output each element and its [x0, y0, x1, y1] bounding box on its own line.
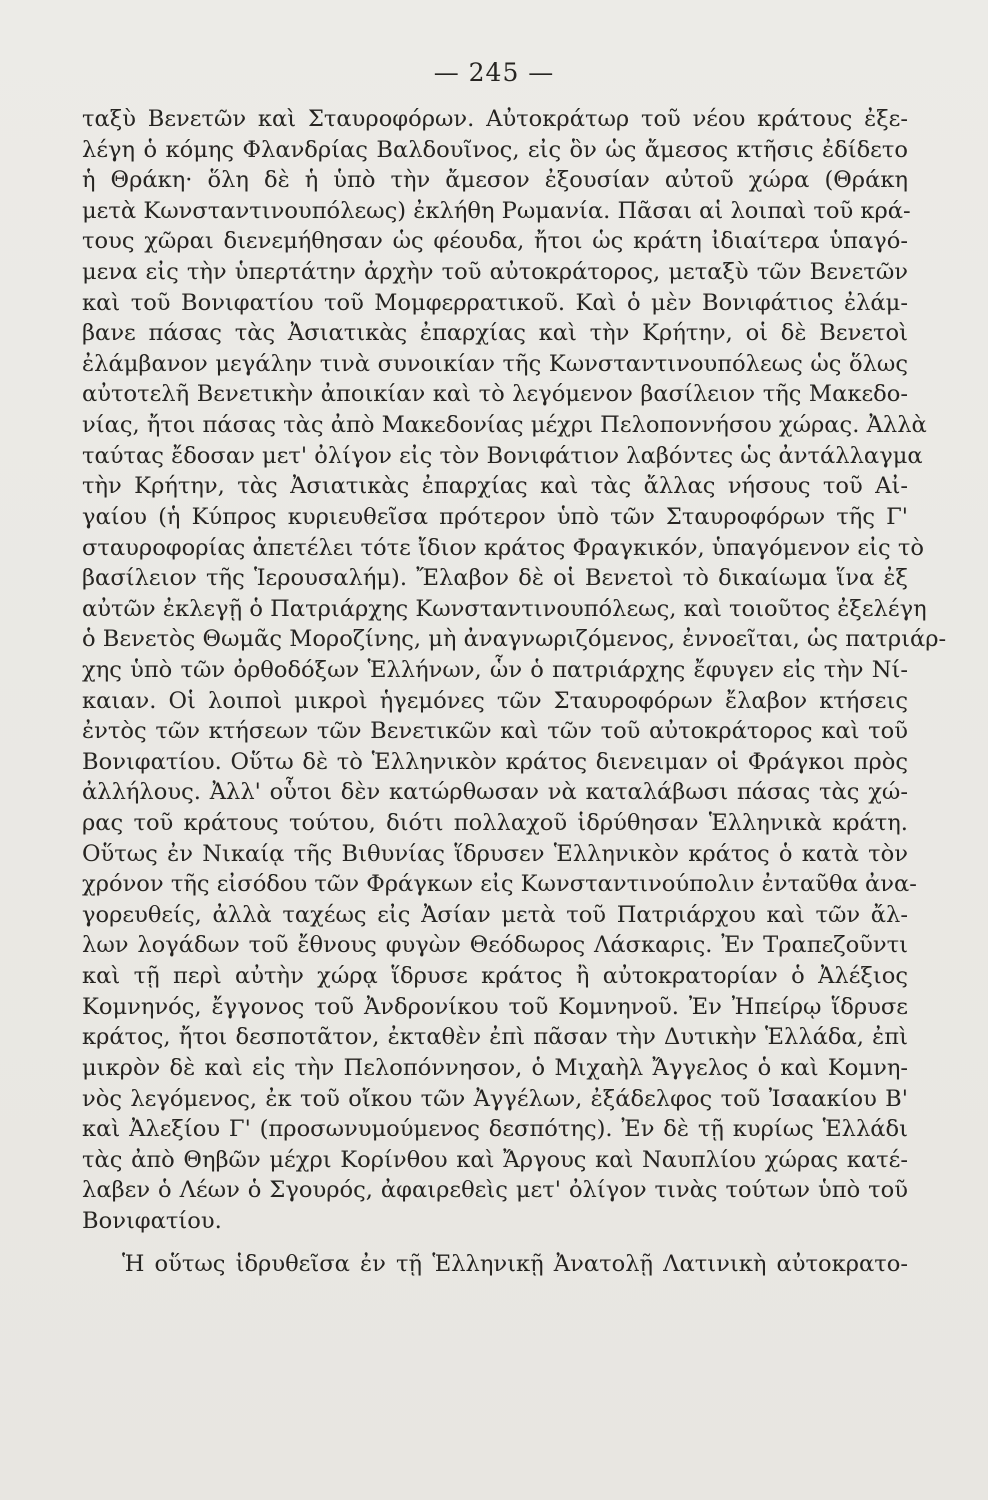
- text-line: νίας, ἤτοι πάσας τὰς ἀπὸ Μακεδονίας μέχρι Πελοποννήσου χώρας. Ἀλλὰ: [82, 412, 927, 439]
- paragraph: [82, 104, 947, 1237]
- text-line: ἀλλήλους. Ἀλλ' οὗτοι δὲν κατώρθωσαν νὰ καταλάβωσι πάσας τὰς χώ-: [82, 779, 908, 806]
- text-line: λέγη ὁ κόμης Φλανδρίας Βαλδουῖνος, εἰς ὃν ὡς ἄμεσος κτῆσις ἐδίδετο: [82, 136, 908, 163]
- body-text: [82, 104, 947, 1279]
- text-line: αὐτῶν ἐκλεγῇ ὁ Πατριάρχης Κωνσταντινουπόλεως, καὶ τοιοῦτος ἐξελέγη: [82, 595, 927, 622]
- text-line: γορευθείς, ἀλλὰ ταχέως εἰς Ἀσίαν μετὰ τοῦ Πατριάρχου καὶ τῶν ἄλ-: [82, 901, 908, 928]
- text-line: κράτος, ἤτοι δεσποτᾶτον, ἐκταθὲν ἐπὶ πᾶσαν τὴν Δυτικὴν Ἑλλάδα, ἐπὶ: [82, 1024, 908, 1051]
- text-line: χρόνον τῆς εἰσόδου τῶν Φράγκων εἰς Κωνσταντινούπολιν ἐνταῦθα ἀνα-: [82, 871, 917, 898]
- text-line: μετὰ Κωνσταντινουπόλεως) ἐκλήθη Ρωμανία. Πᾶσαι αἱ λοιπαὶ τοῦ κρά-: [82, 197, 911, 224]
- text-line: ταξὺ Βενετῶν καὶ Σταυροφόρων. Αὐτοκράτωρ τοῦ νέου κράτους ἐξε-: [82, 106, 908, 132]
- text-line: καιαν. Οἱ λοιποὶ μικροὶ ἡγεμόνες τῶν Σταυροφόρων ἔλαβον κτήσεις: [82, 687, 908, 714]
- text-line: νὸς λεγόμενος, ἐκ τοῦ οἴκου τῶν Ἀγγέλων, ἐξάδελφος τοῦ Ἰσαακίου Β': [82, 1085, 908, 1112]
- text-line: Ἡ οὕτως ἱδρυθεῖσα ἐν τῇ Ἑλληνικῇ Ἀνατολῇ Λατινικὴ αὐτοκρατο-: [122, 1250, 908, 1277]
- paragraph: [82, 1249, 908, 1280]
- text-line: καὶ Ἀλεξίου Γ' (προσωνυμούμενος δεσπότης). Ἐν δὲ τῇ κυρίως Ἑλλάδι: [82, 1116, 908, 1143]
- text-line: ἡ Θράκη· ὅλη δὲ ἡ ὑπὸ τὴν ἄμεσον ἐξουσίαν αὐτοῦ χώρα (Θράκη: [82, 167, 908, 194]
- text-line: τους χῶραι διενεμήθησαν ὡς φέουδα, ἤτοι ὡς κράτη ἰδιαίτερα ὑπαγό-: [82, 228, 908, 255]
- text-line: βανε πάσας τὰς Ἀσιατικὰς ἐπαρχίας καὶ τὴν Κρήτην, οἱ δὲ Βενετοὶ: [82, 320, 908, 347]
- text-line: τὴν Κρήτην, τὰς Ἀσιατικὰς ἐπαρχίας καὶ τὰς ἄλλας νήσους τοῦ Αἰ-: [82, 473, 908, 500]
- text-line: Κομνηνός, ἔγγονος τοῦ Ἀνδρονίκου τοῦ Κομνηνοῦ. Ἐν Ἠπείρῳ ἵδρυσε: [82, 993, 908, 1020]
- text-line: ἐλάμβανον μεγάλην τινὰ συνοικίαν τῆς Κωνσταντινουπόλεως ὡς ὅλως: [82, 350, 908, 377]
- text-line: ταύτας ἔδοσαν μετ' ὀλίγον εἰς τὸν Βονιφάτιον λαβόντες ὡς ἀντάλλαγμα: [82, 442, 923, 469]
- text-line: λαβεν ὁ Λέων ὁ Σγουρός, ἀφαιρεθεὶς μετ' ὀλίγον τινὰς τούτων ὑπὸ τοῦ: [82, 1177, 908, 1204]
- text-line: Βονιφατίου. Οὕτω δὲ τὸ Ἑλληνικὸν κράτος διενειμαν οἱ Φράγκοι πρὸς: [82, 748, 908, 775]
- text-line: ἐντὸς τῶν κτήσεων τῶν Βενετικῶν καὶ τῶν τοῦ αὐτοκράτορος καὶ τοῦ: [82, 718, 908, 745]
- text-line: ὁ Βενετὸς Θωμᾶς Μοροζίνης, μὴ ἀναγνωριζόμενος, ἐννοεῖται, ὡς πατριάρ-: [82, 626, 947, 653]
- paragraph-gap: [82, 1237, 908, 1249]
- text-line: καὶ τῇ περὶ αὐτὴν χώρᾳ ἵδρυσε κράτος ἢ αὐτοκρατορίαν ὁ Ἀλέξιος: [82, 963, 908, 990]
- text-line: λων λογάδων τοῦ ἔθνους φυγὼν Θεόδωρος Λάσκαρις. Ἐν Τραπεζοῦντι: [82, 932, 908, 959]
- text-line: χης ὑπὸ τῶν ὀρθοδόξων Ἑλλήνων, ὧν ὁ πατριάρχης ἔφυγεν εἰς τὴν Νί-: [82, 656, 908, 683]
- text-line: σταυροφορίας ἀπετέλει τότε ἴδιον κράτος Φραγκικόν, ὑπαγόμενον εἰς τὸ: [82, 534, 924, 561]
- text-line: μικρὸν δὲ καὶ εἰς τὴν Πελοπόννησον, ὁ Μιχαὴλ Ἄγγελος ὁ καὶ Κομνη-: [82, 1054, 908, 1081]
- text-line: τὰς ἀπὸ Θηβῶν μέχρι Κορίνθου καὶ Ἄργους καὶ Ναυπλίου χώρας κατέ-: [82, 1146, 908, 1173]
- text-line: Βονιφατίου.: [82, 1207, 222, 1234]
- text-line: μενα εἰς τὴν ὑπερτάτην ἀρχὴν τοῦ αὐτοκράτορος, μεταξὺ τῶν Βενετῶν: [82, 259, 908, 286]
- text-line: βασίλειον τῆς Ἱερουσαλήμ). Ἔλαβον δὲ οἱ Βενετοὶ τὸ δικαίωμα ἵνα ἐξ: [82, 565, 908, 592]
- text-line: γαίου (ἡ Κύπρος κυριευθεῖσα πρότερον ὑπὸ τῶν Σταυροφόρων τῆς Γ': [82, 503, 908, 530]
- page-number: — 245 —: [433, 58, 555, 87]
- text-line: καὶ τοῦ Βονιφατίου τοῦ Μομφερρατικοῦ. Καὶ ὁ μὲν Βονιφάτιος ἐλάμ-: [82, 289, 908, 316]
- text-line: ρας τοῦ κράτους τούτου, διότι πολλαχοῦ ἱδρύθησαν Ἑλληνικὰ κράτη.: [82, 810, 908, 837]
- text-line: Οὕτως ἐν Νικαίᾳ τῆς Βιθυνίας ἵδρυσεν Ἑλληνικὸν κράτος ὁ κατὰ τὸν: [82, 840, 908, 867]
- text-line: αὐτοτελῆ Βενετικὴν ἀποικίαν καὶ τὸ λεγόμενον βασίλειον τῆς Μακεδο-: [82, 381, 908, 408]
